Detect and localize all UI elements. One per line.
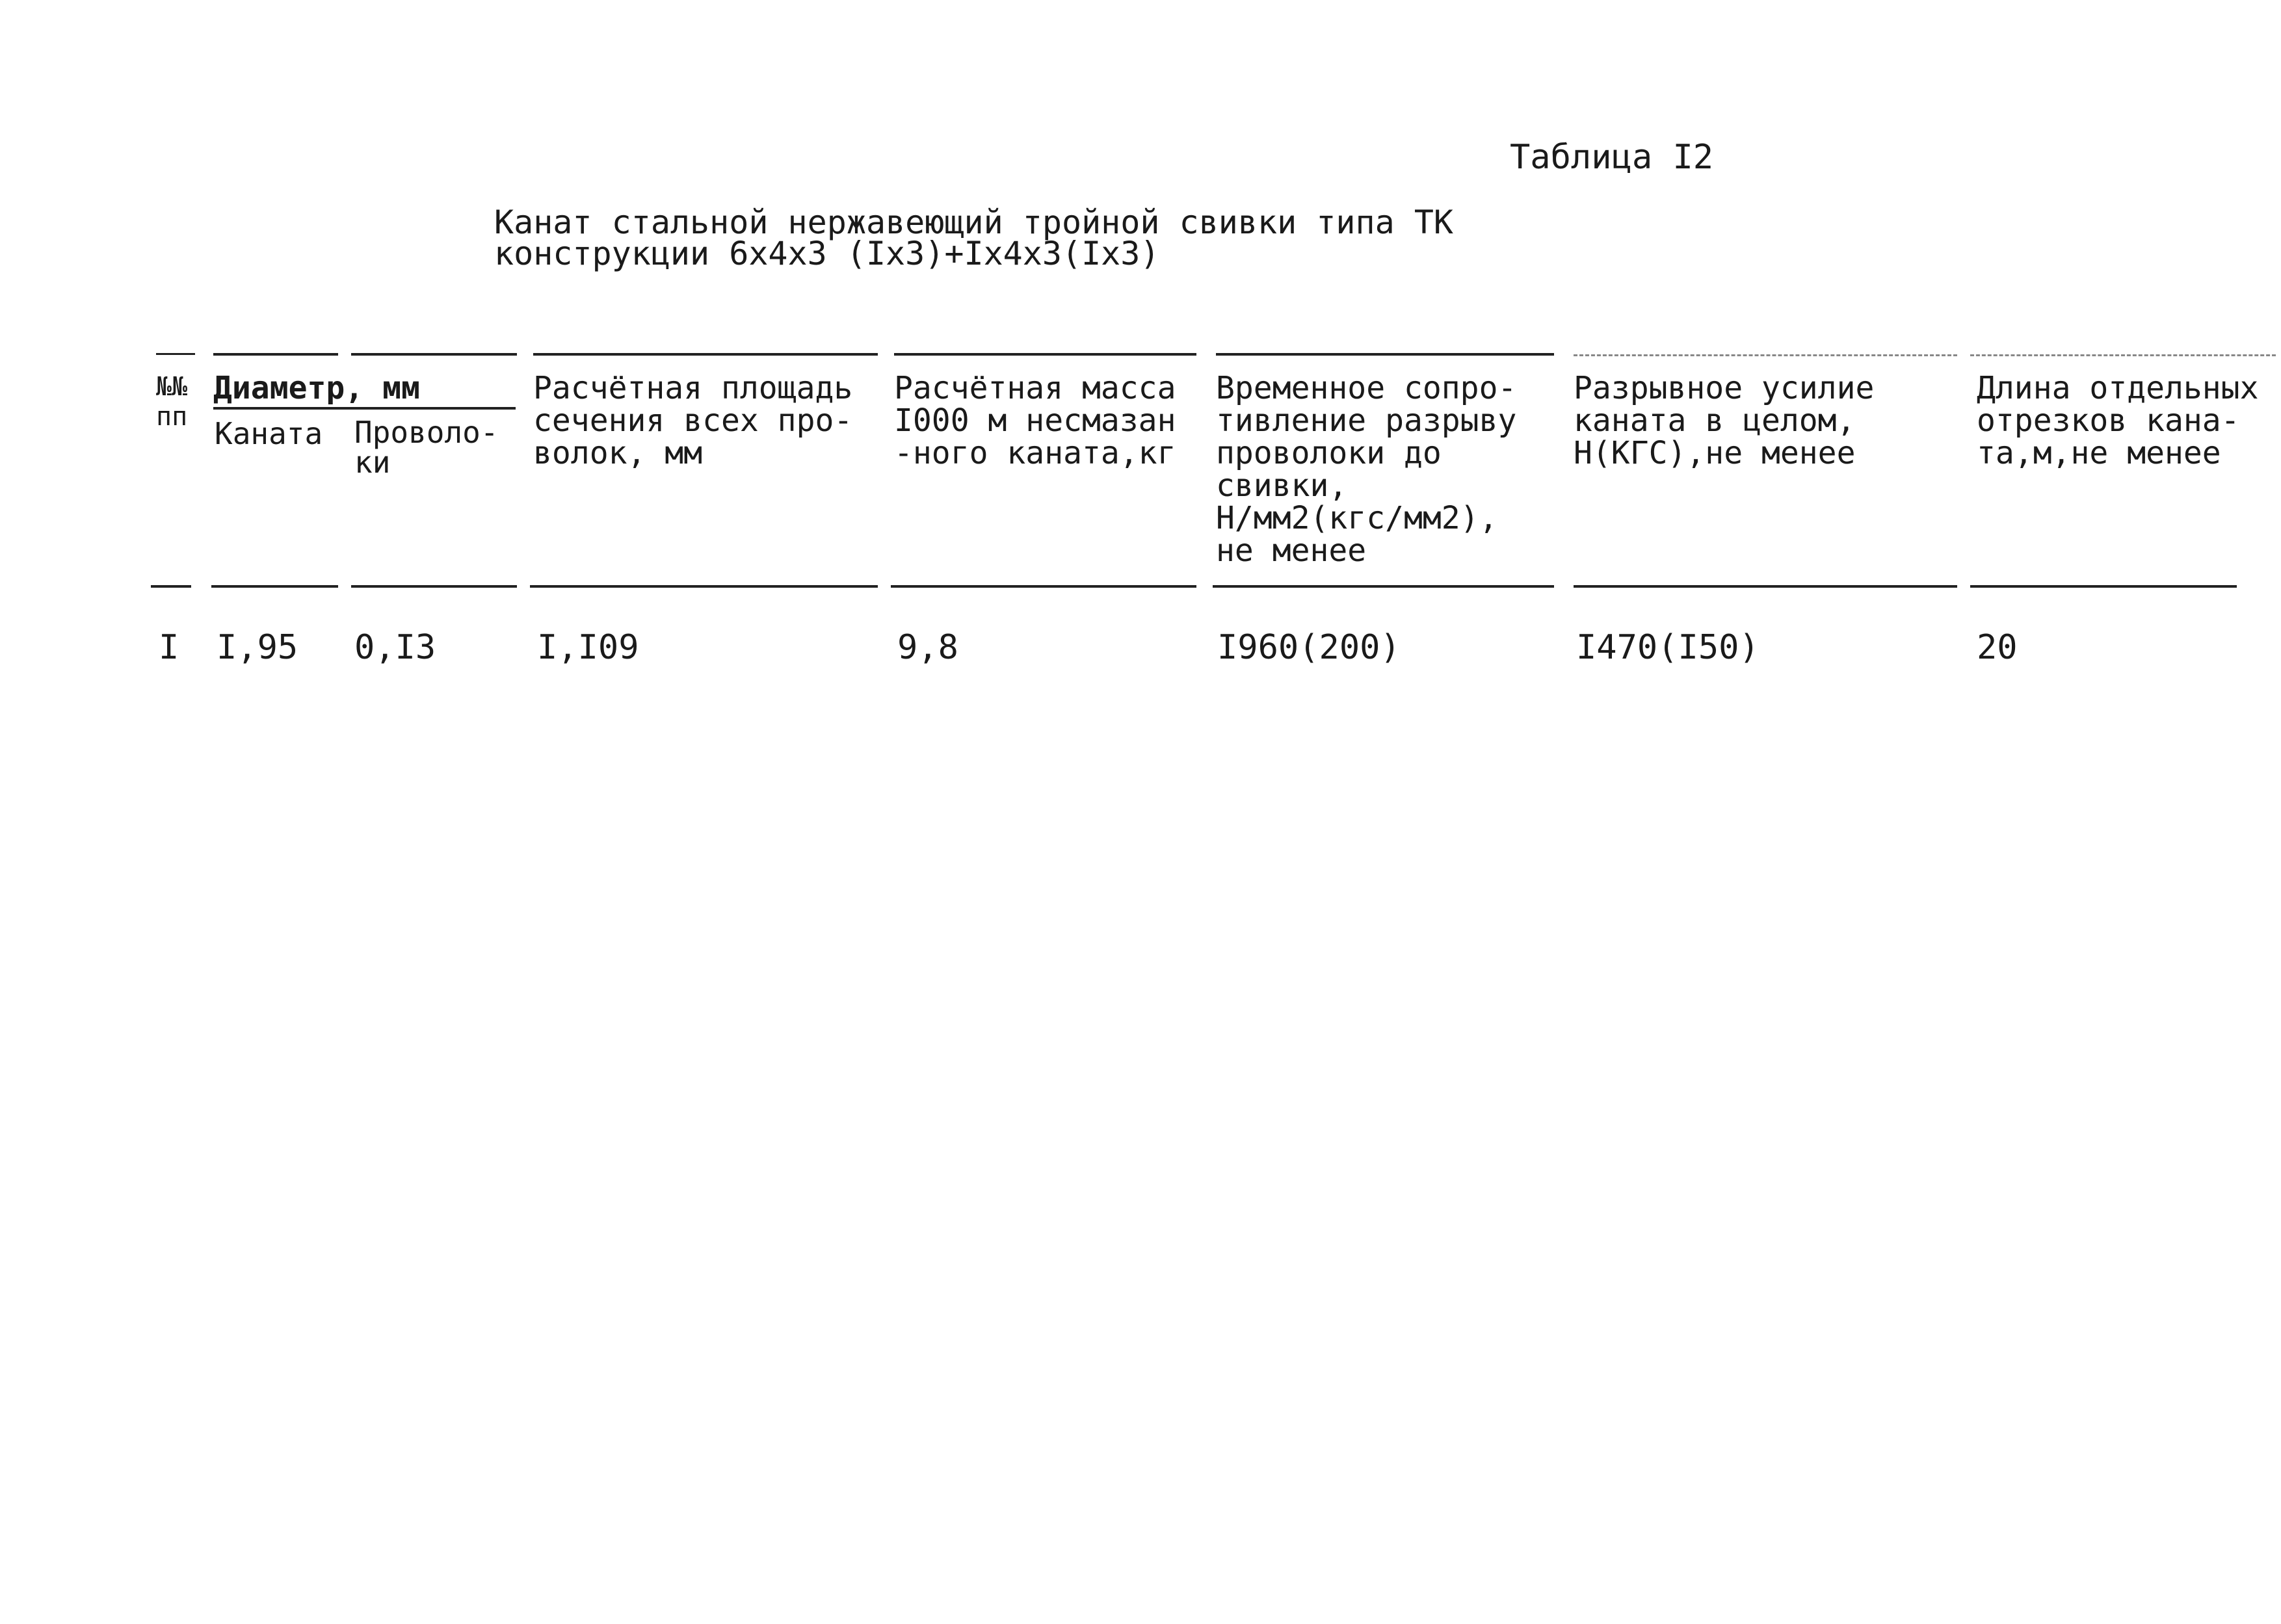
header-area-line-2: сечения всех про-	[533, 402, 853, 439]
header-strength-line-1: Временное сопро-	[1216, 372, 1517, 406]
header-mass	[894, 372, 1200, 469]
cell-num: I	[159, 628, 179, 667]
header-breaking-line-2: каната в целом,	[1574, 402, 1856, 439]
header-bottom-rule-num	[151, 585, 191, 588]
header-diameter-rule	[213, 407, 516, 410]
header-bottom-rule-breaking	[1574, 585, 1957, 588]
caption-line-1: Канат стальной нержавеющий тройной свивки типа ТК	[494, 203, 1454, 241]
header-area	[533, 372, 878, 469]
header-length-line-3: та,м,не менее	[1977, 435, 2221, 469]
header-mass-line-3: -ного каната,кг	[894, 435, 1176, 469]
header-bottom-rule-length	[1970, 585, 2237, 588]
header-top-rule-num	[156, 353, 195, 355]
header-bottom-rule-area	[530, 585, 878, 588]
cell-breaking: I470(I50)	[1576, 628, 1760, 667]
header-top-rule-area	[533, 353, 878, 356]
header-top-rule-wire	[351, 353, 517, 356]
cell-length: 20	[1977, 628, 2018, 667]
caption-line-2: конструкции 6х4х3 (Iх3)+Iх4х3(Iх3)	[494, 235, 1160, 272]
header-strength-line-4: свивки,	[1216, 467, 1348, 504]
header-breaking	[1574, 372, 1957, 469]
header-strength-line-6: не менее	[1216, 532, 1367, 567]
cell-wire-diameter: 0,I3	[354, 628, 436, 667]
header-bottom-rule-wire	[351, 585, 517, 588]
table-label: Таблица I2	[1510, 138, 1714, 177]
header-mass-line-1: Расчётная масса	[894, 372, 1176, 406]
header-top-rule-breaking	[1574, 354, 1957, 356]
cell-strength: I960(200)	[1217, 628, 1401, 667]
header-strength	[1216, 372, 1561, 567]
header-rope-diameter: Каната	[215, 417, 323, 450]
cell-rope-diameter: I,95	[217, 628, 298, 667]
header-strength-line-2: тивление разрыву	[1216, 402, 1517, 439]
header-top-rule-length	[1970, 354, 2276, 356]
header-bottom-rule-strength	[1213, 585, 1554, 588]
header-mass-line-2: I000 м несмазан	[894, 402, 1176, 439]
header-bottom-rule-rope	[211, 585, 338, 588]
header-area-line-3: волок, мм	[533, 435, 703, 469]
header-length	[1977, 372, 2281, 469]
header-breaking-line-3: Н(КГС),не менее	[1574, 435, 1856, 469]
header-top-rule-rope	[213, 353, 338, 356]
header-num-line-1: №№	[156, 372, 188, 402]
header-breaking-line-1: Разрывное усилие	[1574, 372, 1875, 406]
cell-area: I,I09	[537, 628, 639, 667]
header-top-rule-strength	[1216, 353, 1554, 356]
header-num	[156, 372, 202, 432]
header-bottom-rule-mass	[891, 585, 1196, 588]
header-strength-line-5: Н/мм2(кгс/мм2),	[1216, 500, 1498, 536]
header-diameter-title: Диаметр, мм	[213, 372, 420, 404]
cell-mass: 9,8	[897, 628, 958, 667]
header-length-line-1: Длина отдельных	[1977, 372, 2259, 406]
header-wire-diameter	[354, 417, 517, 477]
header-strength-line-3: проволоки до	[1216, 435, 1442, 471]
header-length-line-2: отрезков кана-	[1977, 402, 2240, 439]
header-top-rule-mass	[894, 353, 1196, 356]
header-wire-line-1: Проволо-	[354, 417, 499, 450]
header-area-line-1: Расчётная площадь	[533, 372, 853, 406]
table-caption	[494, 203, 1454, 272]
header-num-line-2: пп	[156, 402, 188, 432]
header-wire-line-2: ки	[354, 445, 391, 477]
